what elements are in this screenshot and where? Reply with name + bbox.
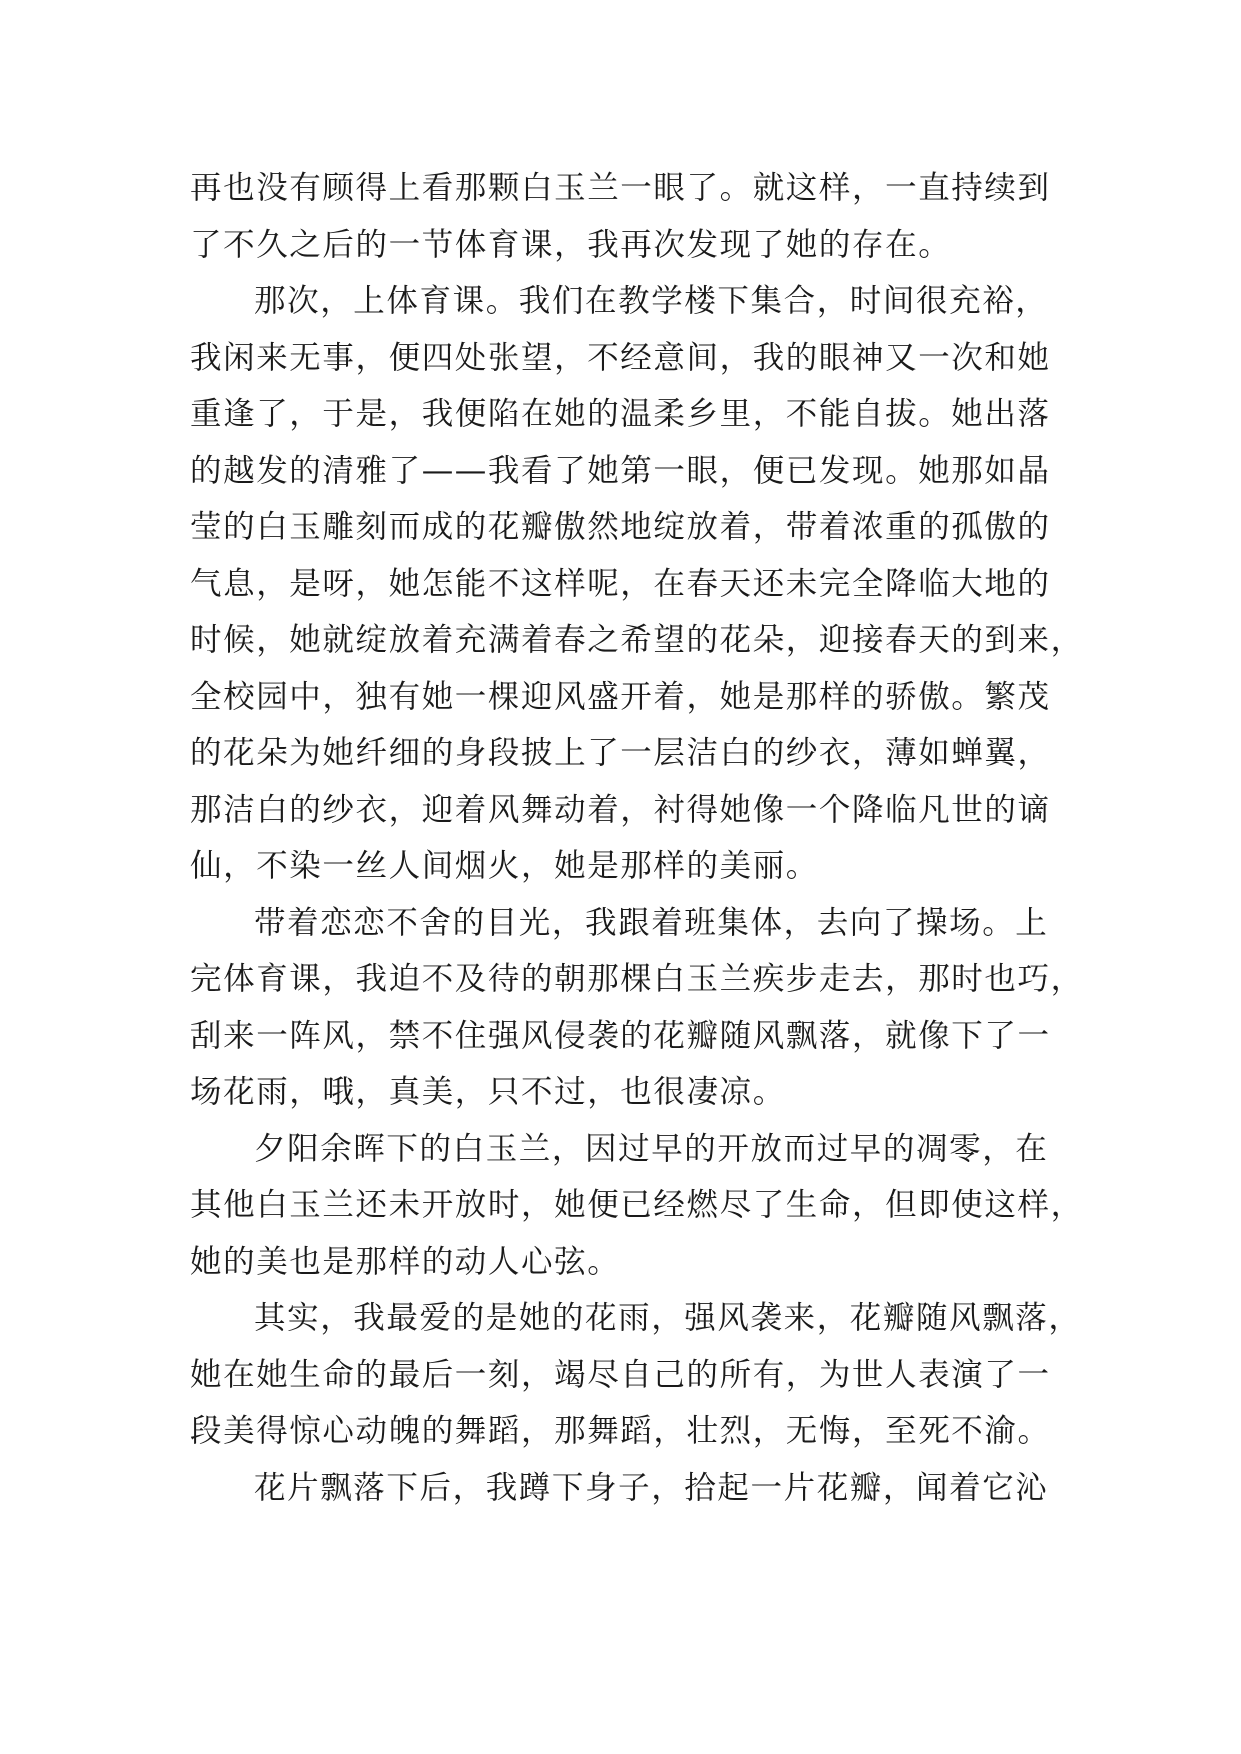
paragraph-start-line: 夕阳余晖下的白玉兰，因过早的开放而过早的凋零，在 <box>254 1130 1049 1167</box>
paragraph-start-line: 带着恋恋不舍的目光，我跟着班集体，去向了操场。上 <box>254 904 1049 941</box>
paragraph-start-line: 花片飘落下后，我蹲下身子，拾起一片花瓣，闻着它沁 <box>254 1469 1049 1506</box>
text-line: 我闲来无事，便四处张望，不经意间，我的眼神又一次和她 <box>190 339 1051 376</box>
text-line: 的花朵为她纤细的身段披上了一层洁白的纱衣，薄如蝉翼， <box>190 735 1051 771</box>
text-line: 场花雨，哦，真美，只不过，也很凄凉。 <box>190 1074 786 1110</box>
paragraph-start-line: 其实，我最爱的是她的花雨，强风袭来，花瓣随风飘落， <box>254 1300 1082 1336</box>
text-line: 那洁白的纱衣，迎着风舞动着，衬得她像一个降临凡世的谪 <box>190 791 1051 828</box>
text-line: 她在她生命的最后一刻，竭尽自己的所有，为世人表演了一 <box>190 1356 1051 1393</box>
body-text <box>190 160 1084 1516</box>
text-line: 其他白玉兰还未开放时，她便已经燃尽了生命，但即使这样， <box>190 1187 1084 1223</box>
text-line: 仙，不染一丝人间烟火，她是那样的美丽。 <box>190 848 819 884</box>
text-line: 段美得惊心动魄的舞蹈，那舞蹈，壮烈，无悔，至死不渝。 <box>190 1413 1051 1449</box>
text-line: 全校园中，独有她一棵迎风盛开着，她是那样的骄傲。繁茂 <box>190 678 1051 715</box>
text-line: 了不久之后的一节体育课，我再次发现了她的存在。 <box>190 226 952 263</box>
text-line: 完体育课，我迫不及待的朝那棵白玉兰疾步走去，那时也巧， <box>190 961 1084 997</box>
text-line: 气息，是呀，她怎能不这样呢，在春天还未完全降临大地的 <box>190 565 1051 602</box>
text-line: 她的美也是那样的动人心弦。 <box>190 1243 621 1280</box>
text-line: 再也没有顾得上看那颗白玉兰一眼了。就这样，一直持续到 <box>190 170 1051 206</box>
text-line: 时候，她就绽放着充满着春之希望的花朵，迎接春天的到来， <box>190 622 1084 658</box>
text-line: 的越发的清雅了——我看了她第一眼，便已发现。她那如晶 <box>190 452 1051 489</box>
text-line: 莹的白玉雕刻而成的花瓣傲然地绽放着，带着浓重的孤傲的 <box>190 509 1051 545</box>
text-line: 刮来一阵风，禁不住强风侵袭的花瓣随风飘落，就像下了一 <box>190 1017 1051 1054</box>
paragraph-start-line: 那次，上体育课。我们在教学楼下集合，时间很充裕， <box>254 283 1049 319</box>
text-line: 重逢了，于是，我便陷在她的温柔乡里，不能自拔。她出落 <box>190 396 1051 432</box>
